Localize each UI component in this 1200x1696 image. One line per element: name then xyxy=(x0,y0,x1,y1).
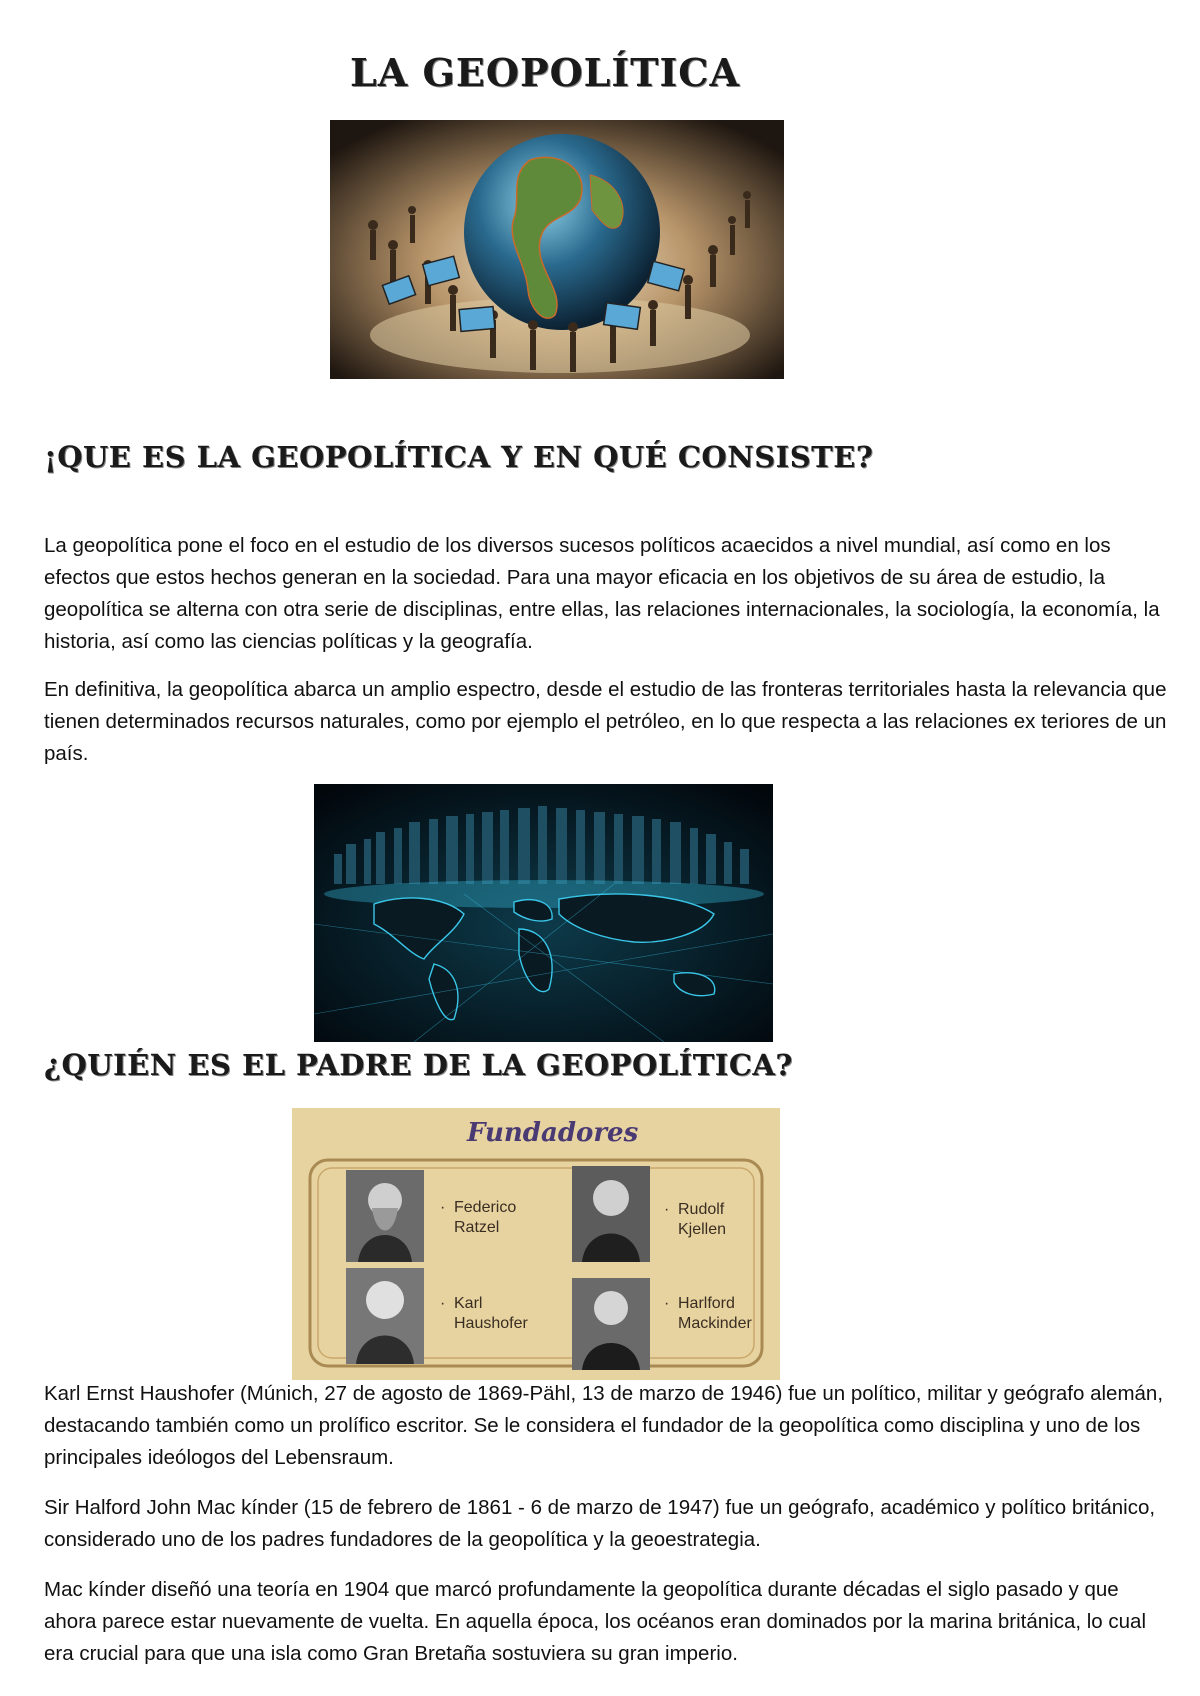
paragraph: La geopolítica pone el foco en el estudio de los diversos sucesos políticos acaecidos a nivel mundial, así como en los efectos que estos hechos generan en la sociedad. Para una mayor eficacia en los objetivos de su área de estudio, la geopolítica se alterna con otra serie de disciplinas, entre ellas, las relaciones internacionales, la sociología, la economía, la historia, así como las ciencias políticas y la geografía. xyxy=(44,534,1160,653)
paragraph: En definitiva, la geopolítica abarca un amplio espectro, desde el estudio de las fronteras territoriales hasta la relevancia que tienen determinados recursos naturales, como por ejemplo el petróleo, en lo que respecta a las relaciones ex teriores de un país. xyxy=(44,678,1167,765)
founder-name: Harlford xyxy=(678,1295,735,1312)
svg-text:·: · xyxy=(440,1199,446,1216)
founder-photo xyxy=(572,1278,650,1370)
world-map-network-image xyxy=(314,784,773,1042)
svg-text:·: · xyxy=(664,1201,670,1218)
founders-title: Fundadores xyxy=(467,1118,639,1148)
founder-photo xyxy=(346,1170,424,1262)
globe-people-image xyxy=(330,120,784,379)
page-title: LA GEOPOLÍTICA xyxy=(350,50,740,95)
founder-name: Karl xyxy=(454,1295,483,1312)
founder-name: Rudolf xyxy=(678,1201,725,1218)
founder-photo xyxy=(572,1166,650,1262)
founder-name: Ratzel xyxy=(454,1219,500,1236)
paragraph: Karl Ernst Haushofer (Múnich, 27 de agosto de 1869-Pähl, 13 de marzo de 1946) fue un político, militar y geógrafo alemán, destacando también como un prolífico escritor. Se le considera el fundador de la geopolítica como disciplina y uno de los principales ideólogos del Lebensraum. xyxy=(44,1382,1164,1469)
svg-text:·: · xyxy=(664,1295,670,1312)
founder-name: Mackinder xyxy=(678,1315,752,1332)
svg-text:·: · xyxy=(440,1295,446,1312)
paragraph: Sir Halford John Mac kínder (15 de febrero de 1861 - 6 de marzo de 1947) fue un geógrafo, académico y político británico, considerado uno de los padres fundadores de la geopolítica y la geoestrategia. xyxy=(44,1496,1156,1551)
founder-name: Haushofer xyxy=(454,1315,528,1332)
paragraph: Mac kínder diseñó una teoría en 1904 que marcó profundamente la geopolítica durante décadas el siglo pasado y que ahora parece estar nuevamente de vuelta. En aquella época, los océanos eran dominados por la marina británica, lo cual era crucial para que una isla como Gran Bretaña sostuviera su gran imperio. xyxy=(44,1578,1146,1665)
founders-image xyxy=(292,1108,780,1380)
founder-name: Federico xyxy=(454,1199,517,1216)
section-heading-what-is: ¡QUE ES LA GEOPOLÍTICA Y EN QUÉ CONSISTE? xyxy=(44,440,874,474)
section-heading-father: ¿QUIÉN ES EL PADRE DE LA GEOPOLÍTICA? xyxy=(44,1048,793,1082)
founder-name: Kjellen xyxy=(678,1221,727,1238)
founder-photo xyxy=(346,1268,424,1364)
